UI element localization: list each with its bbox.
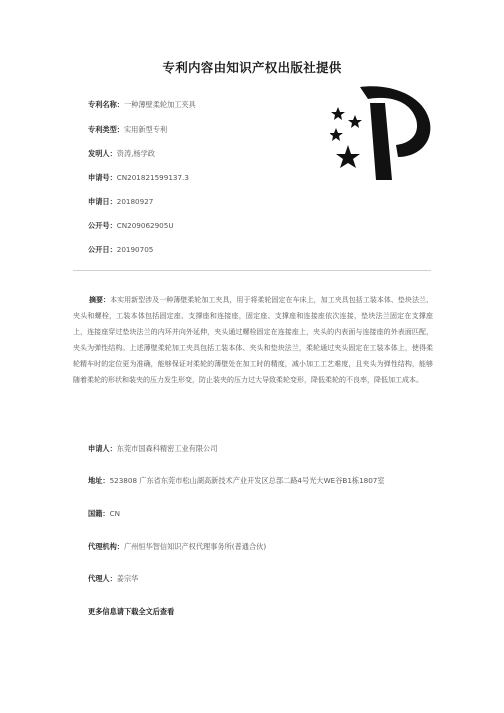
emblem-arc	[360, 86, 430, 157]
section-divider	[73, 270, 431, 271]
info-label: 申请人：	[88, 444, 117, 453]
star-large	[336, 145, 360, 168]
meta-value: 20190705	[116, 245, 154, 254]
info-value: 东莞市国森科精密工业有限公司	[116, 444, 218, 453]
info-label: 代理机构：	[88, 542, 124, 551]
meta-label: 申请日：	[88, 197, 117, 206]
meta-inventor	[88, 149, 155, 159]
star-small-1	[331, 107, 345, 120]
emblem-stem	[370, 103, 392, 180]
patent-office-emblem-icon	[330, 85, 440, 180]
abstract-label: 摘要：	[89, 296, 111, 304]
meta-application-date	[88, 197, 153, 207]
meta-label: 专利类型：	[88, 125, 124, 134]
meta-patent-name	[88, 100, 196, 110]
info-label: 地址：	[88, 476, 110, 485]
info-value: 姜宗华	[116, 574, 139, 583]
info-applicant	[88, 444, 217, 454]
info-label: 代理人：	[88, 574, 117, 583]
meta-patent-type	[88, 125, 167, 135]
meta-value: 20180927	[116, 197, 154, 206]
info-nationality	[88, 509, 120, 519]
info-label: 国籍：	[88, 509, 110, 518]
meta-value: 实用新型专利	[123, 125, 168, 134]
info-value: CN	[109, 509, 120, 518]
info-agency	[88, 542, 266, 552]
more-info-link[interactable]: 更多信息请下载全文后查看	[88, 607, 175, 616]
meta-label: 公开日：	[88, 245, 117, 254]
meta-publication-date	[88, 245, 153, 255]
meta-label: 专利名称：	[88, 100, 124, 109]
meta-value: 一种薄壁柔轮加工夹具	[123, 100, 196, 109]
meta-value: CN201821599137.3	[116, 173, 189, 182]
info-value: 广州恒华智信知识产权代理事务所(普通合伙)	[123, 542, 267, 551]
page-title: 专利内容由知识产权出版社提供	[162, 60, 342, 75]
star-small-2	[348, 115, 362, 128]
info-agent	[88, 574, 138, 584]
info-value: 523808 广东省东莞市松山湖高新技术产业开发区总部二路4号光大WE谷B1栋1807室	[109, 476, 385, 485]
info-address	[88, 476, 385, 486]
meta-label: 发明人：	[88, 149, 117, 158]
meta-application-number	[88, 173, 189, 183]
meta-value: 资涛,杨学政	[116, 149, 155, 158]
meta-value: CN209062905U	[116, 221, 174, 230]
abstract-text: 本实用新型涉及一种薄壁柔轮加工夹具，用于将柔轮固定在车床上，加工夹具包括工装本体、垫块法兰、夹头和螺栓，工装本体包括固定座、支撑座和连接座，固定座、支撑座和连接座依次连接，垫块法兰固定在支撑座上，连接座穿过垫块法兰的内环并向外延伸，夹头通过螺栓固定在连接座上，夹头的内表面与连接座的外表面匹配，夹头为弹性结构。上述薄壁柔轮加工夹具包括工装本体、夹头和垫块法兰，柔轮通过夹头固定在工装本体上，使得柔轮精车时的定位更为准确，能够保证对柔轮的薄壁处在加工时的精度，减小加工工艺难度，且夹头为弹性结构，能够随着柔轮的形状和装夹的压力发生形变，防止装夹的压力过大导致柔轮变形，降低柔轮的不良率，降低加工成本。	[73, 296, 433, 384]
meta-label: 申请号：	[88, 173, 117, 182]
abstract-paragraph	[73, 293, 433, 388]
meta-label: 公开号：	[88, 221, 117, 230]
meta-publication-number	[88, 221, 174, 231]
star-small-3	[330, 128, 343, 141]
